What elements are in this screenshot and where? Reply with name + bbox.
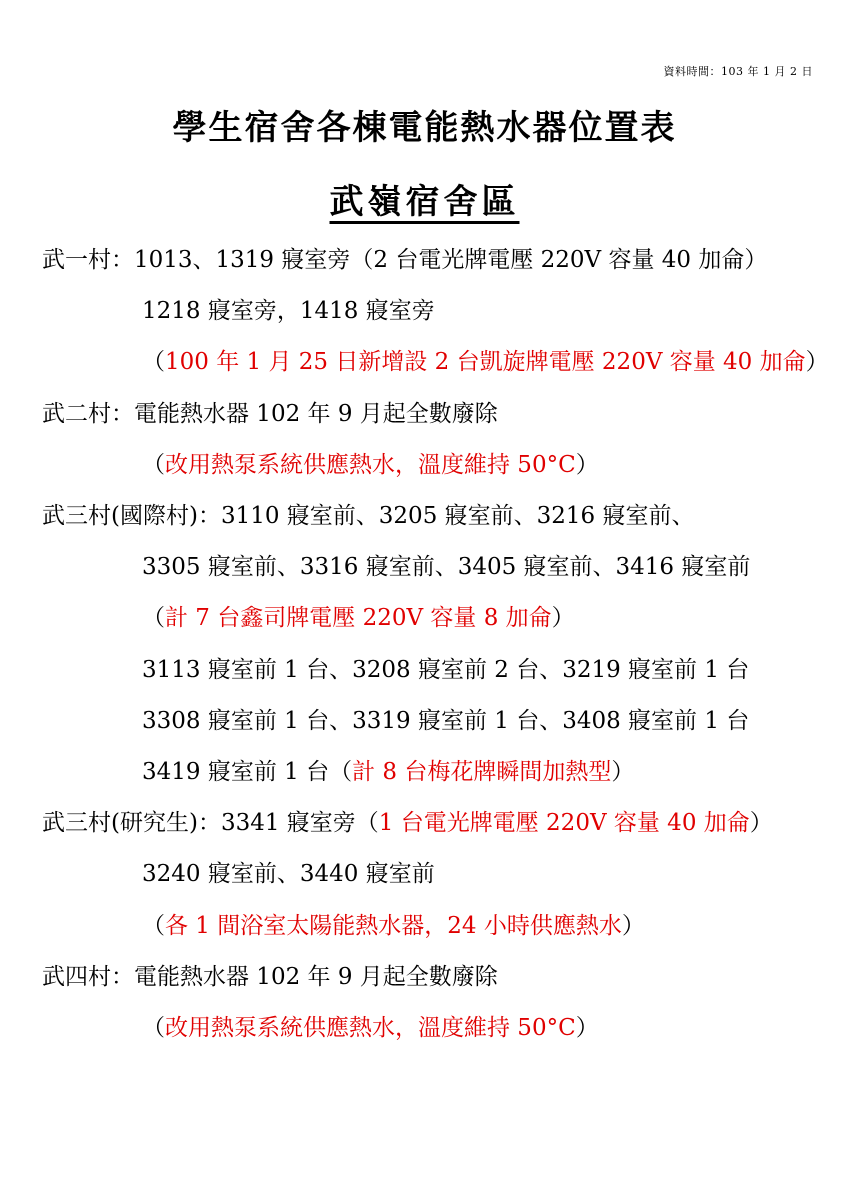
text-line	[142, 342, 829, 382]
document-title: 學生宿舍各棟電能熱水器位置表	[172, 108, 677, 148]
text-line	[142, 650, 749, 690]
text-line	[142, 752, 634, 792]
line-text: 3308 寢室前 1 台、3319 寢室前 1 台、3408 寢室前 1 台	[142, 707, 750, 734]
line-text: ）	[575, 451, 599, 478]
highlight-text: 改用熱泵系統供應熱水，溫度維持 50°C	[165, 1015, 576, 1041]
line-text: ）	[621, 912, 645, 939]
line-text: 3419 寢室前 1 台（	[142, 759, 353, 785]
text-line	[42, 957, 498, 997]
section-heading	[0, 174, 849, 223]
highlight-text: 各 1 間浴室太陽能熱水器，24 小時供應熱水	[165, 912, 622, 939]
line-text: ）	[749, 810, 773, 837]
text-line	[142, 854, 435, 894]
line-text: 3240 寢室前、3440 寢室前	[142, 861, 435, 888]
line-text: （	[142, 349, 165, 376]
line-text: 武四村：電能熱水器 102 年 9 月起全數廢除	[42, 963, 498, 990]
line-text: 3113 寢室前 1 台、3208 寢室前 2 台、3219 寢室前 1 台	[142, 656, 750, 683]
line-text: （	[142, 605, 165, 632]
document-date: 資料時間：103 年 1 月 2 日	[663, 65, 813, 78]
line-text: ）	[575, 1015, 599, 1041]
text-line	[42, 240, 767, 280]
section-heading-text: 武嶺宿舍區	[329, 182, 520, 222]
text-line	[142, 291, 435, 331]
highlight-text: 計 7 台鑫司牌電壓 220V 容量 8 加侖	[165, 605, 552, 632]
text-line	[42, 496, 694, 536]
text-line	[142, 1008, 599, 1048]
text-line	[42, 803, 773, 843]
highlight-text: 計 8 台梅花牌瞬間加熱型	[352, 759, 612, 785]
text-line	[142, 701, 749, 741]
text-line	[142, 906, 645, 946]
highlight-text: 1 台電光牌電壓 220V 容量 40 加侖	[378, 810, 750, 837]
line-text: （	[142, 451, 165, 478]
line-text: 1218 寢室旁，1418 寢室旁	[142, 298, 435, 325]
line-text: ）	[611, 759, 635, 785]
line-text: ）	[805, 349, 829, 376]
text-line	[142, 598, 575, 638]
line-text: （	[142, 912, 165, 939]
line-text: 武三村(研究生)：3341 寢室旁（	[42, 810, 379, 837]
highlight-text: 改用熱泵系統供應熱水，溫度維持 50°C	[165, 451, 576, 478]
line-text: 武一村：1013、1319 寢室旁（2 台電光牌電壓 220V 容量 40 加侖）	[42, 247, 768, 273]
text-line	[42, 394, 498, 434]
text-line	[142, 547, 750, 587]
line-text: 3305 寢室前、3316 寢室前、3405 寢室前、3416 寢室前	[142, 554, 751, 581]
line-text: 武二村：電能熱水器 102 年 9 月起全數廢除	[42, 400, 498, 427]
text-line	[142, 445, 599, 485]
highlight-text: 100 年 1 月 25 日新增設 2 台凱旋牌電壓 220V 容量 40 加侖	[165, 349, 806, 376]
line-text: ）	[551, 605, 575, 632]
line-text: 武三村(國際村)：3110 寢室前、3205 寢室前、3216 寢室前、	[42, 503, 695, 529]
line-text: （	[142, 1015, 165, 1041]
